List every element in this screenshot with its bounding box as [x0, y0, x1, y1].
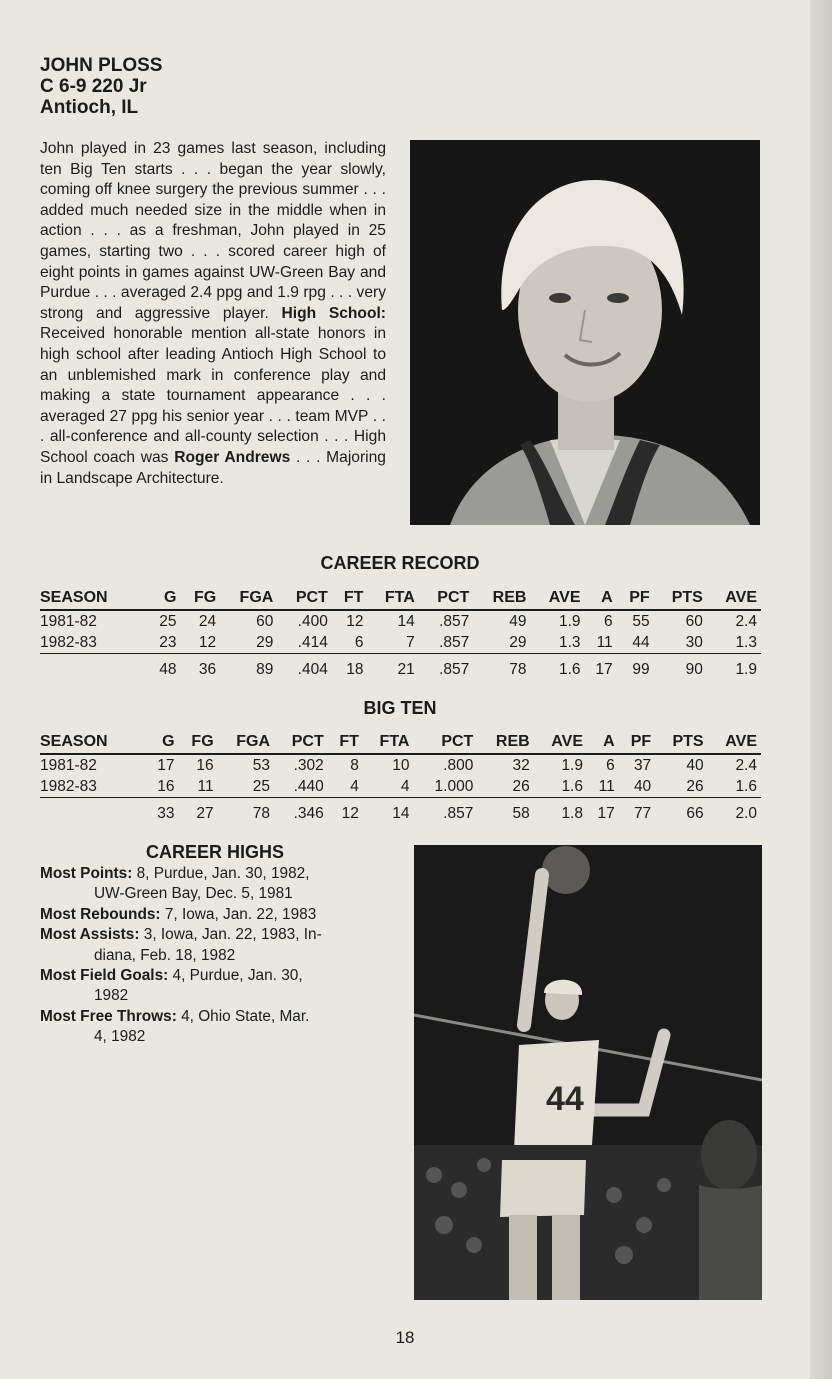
totals-cell — [40, 798, 147, 825]
table-cell: 2.4 — [735, 612, 757, 630]
totals-cell: 78 — [509, 660, 527, 678]
totals-cell: 89 — [256, 660, 274, 678]
table-cell: 8 — [350, 756, 359, 774]
table-cell: 11 — [585, 632, 617, 654]
bio-coach: Roger Andrews — [174, 448, 291, 466]
career-highs-title: CAREER HIGHS — [145, 842, 284, 862]
column-header: REB — [477, 733, 533, 754]
table-cell: 40 — [619, 776, 655, 798]
totals-cell: .346 — [293, 804, 324, 822]
column-header: AVE — [708, 733, 761, 754]
table-cell: 6 — [332, 632, 368, 654]
career-high-item — [40, 966, 375, 1007]
table-cell: 11 — [179, 776, 218, 798]
bio-text-1: John played in 23 games last season, including ten Big Ten starts . . . began the year slowly, coming off knee surgery the previous summer . . . added much needed size in the middle when in action . . . as a freshman, John played in 25 games, starting two . . . scored career high of eight points in games against UW-Green Bay and Purdue . . . averaged 2.4 ppg and 1.9 rpg . . . very strong and aggressive player. — [40, 140, 386, 322]
table-cell: 1.3 — [530, 632, 584, 654]
table-cell: 16 — [147, 776, 179, 798]
column-header: G — [148, 589, 180, 610]
table-row — [40, 632, 761, 654]
column-header: FGA — [220, 589, 277, 610]
table-cell: 1.6 — [534, 776, 587, 798]
table-cell: 12 — [180, 632, 220, 654]
totals-cell: 48 — [159, 660, 177, 678]
column-header: FTA — [367, 589, 418, 610]
totals-cell: 12 — [341, 804, 359, 822]
table-cell: 1982-83 — [40, 776, 147, 798]
table-cell: 49 — [509, 612, 527, 630]
player-position-size: C 6-9 220 Jr — [40, 76, 147, 97]
column-header: PCT — [274, 733, 328, 754]
table-cell: 30 — [654, 632, 707, 654]
career-high-item — [40, 864, 375, 905]
career-high-value: 7, Iowa, Jan. 22, 1983 — [160, 905, 317, 923]
table-cell: .857 — [439, 612, 470, 630]
table-cell: .857 — [419, 632, 473, 654]
career-high-continuation: diana, Feb. 18, 1982 — [94, 946, 236, 964]
column-header: PTS — [654, 589, 707, 610]
table-cell: 14 — [397, 612, 415, 630]
table-cell: 24 — [198, 612, 217, 630]
table-cell: 55 — [632, 612, 650, 630]
totals-cell: 1.8 — [561, 804, 583, 822]
table-cell: 26 — [655, 776, 707, 798]
totals-cell: 17 — [597, 804, 615, 822]
table-cell: 1.9 — [561, 756, 583, 774]
player-bio — [40, 139, 386, 489]
totals-cell: .857 — [443, 804, 474, 822]
totals-cell: 2.0 — [735, 804, 757, 822]
career-high-value: 4, Purdue, Jan. 30, — [168, 967, 303, 985]
table-cell: 37 — [633, 756, 652, 774]
career-high-item — [40, 1007, 375, 1048]
totals-cell: 77 — [633, 804, 652, 822]
totals-cell: 78 — [252, 804, 271, 822]
column-header: AVE — [534, 733, 587, 754]
column-header: AVE — [707, 589, 761, 610]
career-high-value: 3, Iowa, Jan. 22, 1983, In- — [139, 926, 322, 944]
totals-row — [40, 654, 761, 681]
big-ten-title: BIG TEN — [363, 698, 437, 718]
column-header: FG — [179, 733, 218, 754]
table-cell: 12 — [346, 612, 364, 630]
table-cell: 11 — [587, 776, 619, 798]
totals-cell: 27 — [196, 804, 214, 822]
table-cell: 4 — [363, 776, 414, 798]
column-header: G — [147, 733, 179, 754]
big-ten-table — [40, 733, 761, 824]
jersey-number: 44 — [546, 1080, 584, 1118]
table-cell: 4 — [328, 776, 363, 798]
totals-cell: 1.6 — [558, 660, 581, 678]
column-header: REB — [473, 589, 530, 610]
table-cell: 26 — [477, 776, 533, 798]
career-high-continuation: 1982 — [94, 987, 129, 1005]
career-high-label: Most Assists: — [40, 926, 140, 944]
career-record-title: CAREER RECORD — [320, 553, 480, 573]
column-header: PTS — [655, 733, 707, 754]
totals-cell — [40, 654, 148, 681]
column-header: A — [587, 733, 619, 754]
table-cell: 6 — [606, 756, 615, 774]
table-row — [40, 754, 761, 776]
career-record-table — [40, 589, 761, 680]
player-name: JOHN PLOSS — [40, 55, 163, 76]
table-header-row — [40, 589, 761, 610]
table-cell: 60 — [256, 612, 274, 630]
career-high-label: Most Rebounds: — [40, 905, 161, 923]
totals-cell: 1.9 — [735, 660, 757, 678]
table-row — [40, 610, 761, 632]
table-cell: 1982-83 — [40, 632, 148, 654]
table-cell: .440 — [274, 776, 328, 798]
page-number: 18 — [395, 1328, 415, 1347]
column-header: FTA — [363, 733, 414, 754]
table-cell: 1.3 — [707, 632, 761, 654]
column-header: FT — [328, 733, 363, 754]
totals-cell: 90 — [685, 660, 703, 678]
career-high-continuation: 4, 1982 — [94, 1028, 146, 1046]
column-header: AVE — [530, 589, 584, 610]
table-cell: 1981-82 — [40, 756, 97, 774]
action-illustration — [414, 845, 762, 1300]
table-cell: 40 — [686, 756, 704, 774]
table-cell: 6 — [604, 612, 613, 630]
portrait-photo — [410, 140, 760, 525]
table-row — [40, 776, 761, 798]
column-header: PF — [619, 733, 655, 754]
column-header: PCT — [419, 589, 473, 610]
totals-cell: 21 — [397, 660, 415, 678]
career-high-value: 8, Purdue, Jan. 30, 1982, — [132, 865, 310, 882]
totals-row — [40, 798, 761, 825]
table-cell: 60 — [685, 612, 703, 630]
totals-cell: 17 — [595, 660, 613, 678]
totals-cell: 33 — [157, 804, 175, 822]
table-cell: 25 — [218, 776, 274, 798]
column-header: FGA — [218, 733, 274, 754]
table-cell: 32 — [512, 756, 530, 774]
table-cell: 44 — [617, 632, 654, 654]
column-header: PCT — [413, 733, 477, 754]
table-cell: .800 — [443, 756, 474, 774]
career-highs-list — [40, 864, 375, 1048]
career-high-label: Most Field Goals: — [40, 967, 169, 985]
table-cell: 1981-82 — [40, 612, 97, 630]
totals-cell: .857 — [439, 660, 470, 678]
table-cell: 25 — [159, 612, 177, 630]
player-hometown: Antioch, IL — [40, 97, 139, 118]
totals-cell: 36 — [198, 660, 217, 678]
table-cell: 29 — [473, 632, 530, 654]
totals-cell: .404 — [297, 660, 328, 678]
column-header: FT — [332, 589, 368, 610]
table-cell: 29 — [220, 632, 277, 654]
totals-cell: 58 — [512, 804, 530, 822]
bio-hs-label: High School: — [281, 304, 386, 322]
table-cell: 1.6 — [708, 776, 761, 798]
totals-cell: 18 — [346, 660, 364, 678]
table-cell: 2.4 — [735, 756, 757, 774]
table-cell: .414 — [277, 632, 331, 654]
totals-cell: 66 — [686, 804, 704, 822]
column-header: FG — [180, 589, 220, 610]
table-cell: 53 — [252, 756, 271, 774]
column-header: SEASON — [40, 733, 147, 754]
column-header: SEASON — [40, 589, 148, 610]
table-cell: 1.9 — [558, 612, 581, 630]
career-high-label: Most Free Throws: — [40, 1007, 177, 1025]
page-edge — [810, 0, 832, 1379]
bio-text-3: . . . Majoring in Landscape Architecture. — [40, 448, 386, 487]
table-cell: 1.000 — [413, 776, 477, 798]
table-header-row — [40, 733, 761, 754]
career-high-item — [40, 925, 375, 966]
table-cell: 16 — [196, 756, 214, 774]
column-header: PF — [617, 589, 654, 610]
career-high-value: 4, Ohio State, Mar. — [176, 1007, 310, 1025]
totals-cell: 14 — [392, 804, 410, 822]
table-cell: .400 — [297, 612, 328, 630]
table-cell: 23 — [148, 632, 180, 654]
table-cell: 7 — [367, 632, 418, 654]
career-high-label: Most Points: — [40, 865, 133, 882]
column-header: A — [585, 589, 617, 610]
career-high-continuation: UW-Green Bay, Dec. 5, 1981 — [94, 885, 293, 903]
player-header — [40, 55, 162, 118]
career-high-item — [40, 905, 375, 925]
action-photo — [414, 845, 762, 1300]
bio-text-2: Received honorable mention all-state honors in high school after leading Antioch High School to an unblemished mark in conference play and making a state tournament appearance . . . averaged 27 ppg his senior year . . . team MVP . . . all-conference and all-county selection . . . High School coach was — [40, 325, 386, 466]
column-header: PCT — [277, 589, 331, 610]
table-cell: 10 — [392, 756, 410, 774]
portrait-illustration — [410, 140, 760, 525]
table-cell: 17 — [157, 756, 175, 774]
totals-cell: 99 — [632, 660, 650, 678]
table-cell: .302 — [293, 756, 324, 774]
